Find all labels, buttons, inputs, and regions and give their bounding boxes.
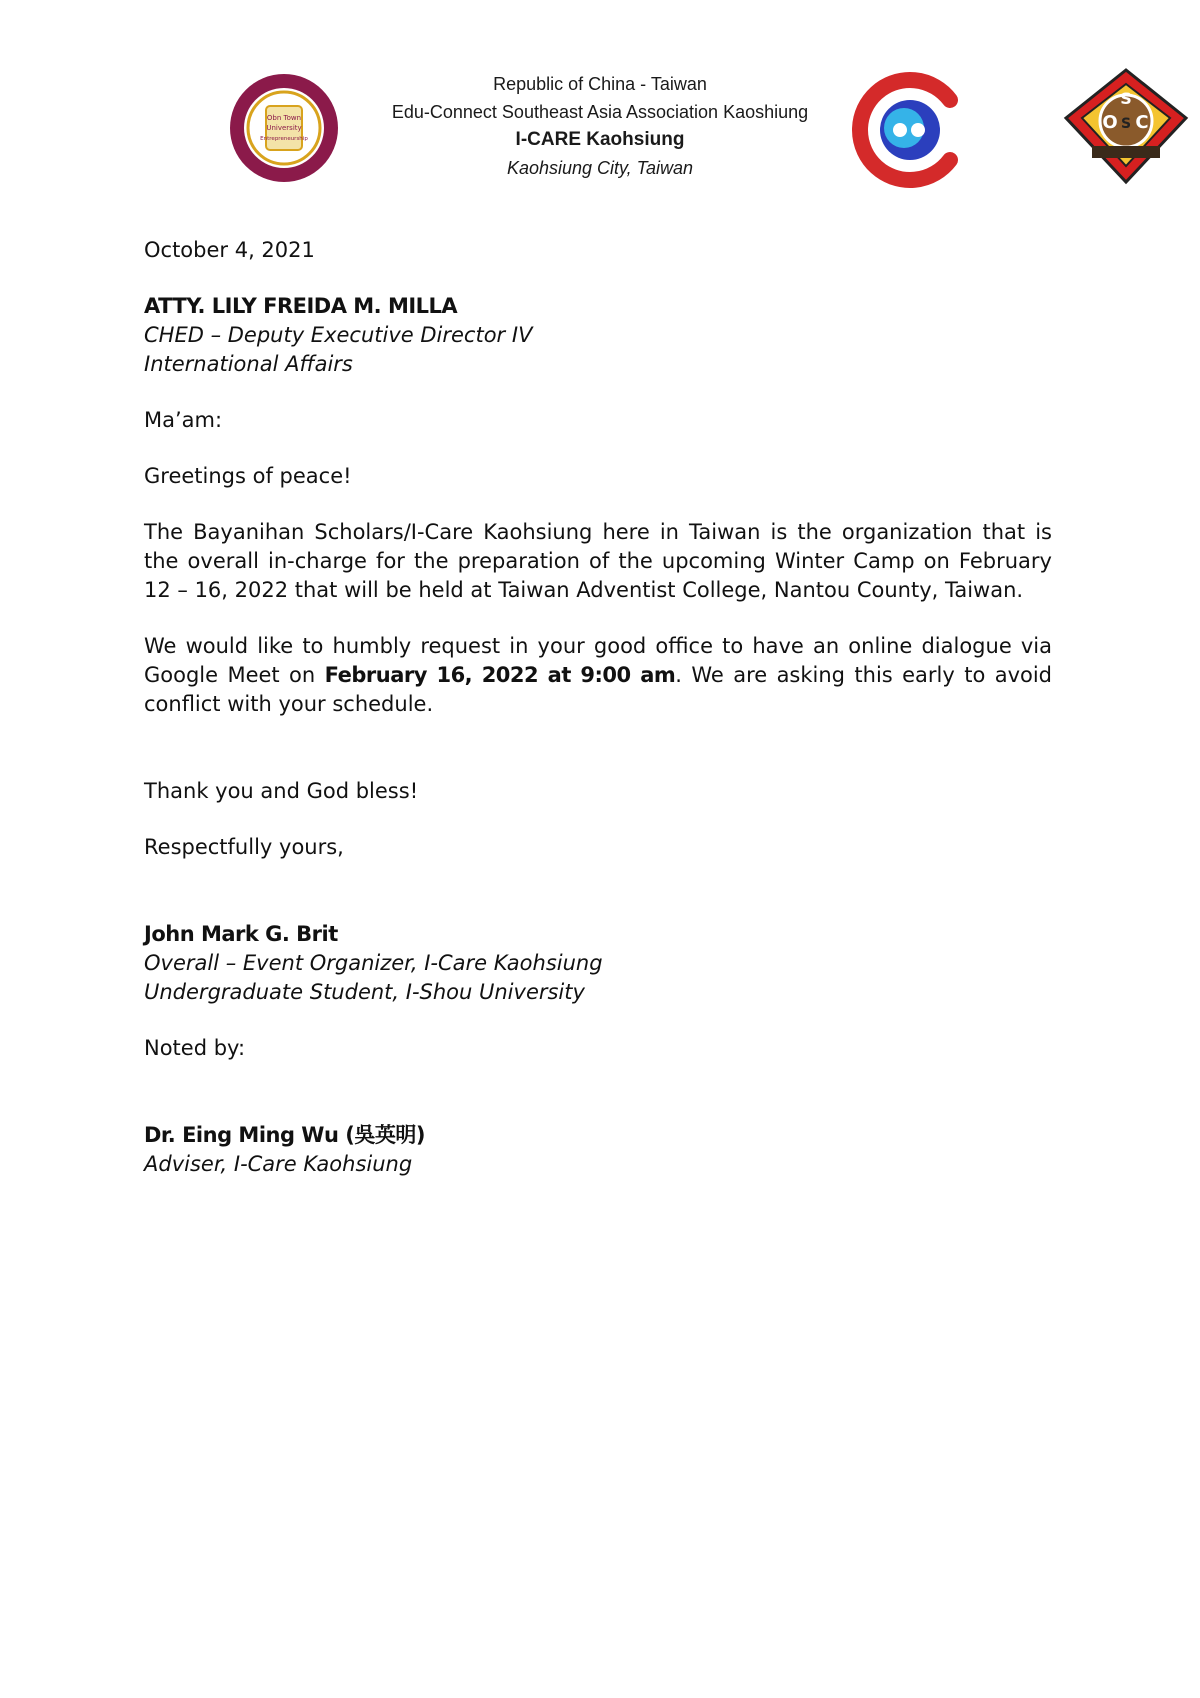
signer-title-1: Overall – Event Organizer, I-Care Kaohsiung bbox=[144, 951, 603, 975]
badge-letter-right: C bbox=[1135, 112, 1149, 133]
recipient-department: International Affairs bbox=[144, 352, 353, 376]
adviser-title: Adviser, I-Care Kaohsiung bbox=[144, 1152, 413, 1176]
salutation: Ma’am: bbox=[144, 408, 223, 432]
recipient-title: CHED – Deputy Executive Director IV bbox=[144, 323, 533, 347]
recipient-name: ATTY. LILY FREIDA M. MILLA bbox=[144, 294, 458, 318]
letterhead-text bbox=[360, 70, 840, 182]
badge-letter-top: S bbox=[1120, 89, 1132, 108]
country-line: Republic of China - Taiwan bbox=[493, 74, 707, 94]
paragraph-2-end: . We are asking this early to avoid conflict with your schedule. bbox=[144, 663, 1053, 716]
organization-name: I-CARE Kaohsiung bbox=[515, 129, 685, 150]
soc-badge-logo bbox=[1062, 66, 1190, 186]
thanks-line: Thank you and God bless! bbox=[144, 779, 419, 803]
city-line: Kaohsiung City, Taiwan bbox=[506, 158, 694, 178]
paragraph-1: The Bayanihan Scholars/I-Care Kaohsiung here in Taiwan is the organization that is the overall in-charge for the preparation of the upcoming Winter Camp on February 12 – 16, 2022 that will be held at Taiwan Adventist College, Nantou County, Taiwan. bbox=[144, 520, 1052, 602]
i-care-logo bbox=[852, 70, 972, 190]
noted-by-label: Noted by: bbox=[144, 1036, 246, 1060]
adviser-name: Dr. Eing Ming Wu (吳英明) bbox=[144, 1123, 425, 1147]
paragraph-2 bbox=[144, 632, 1052, 719]
greeting: Greetings of peace! bbox=[144, 464, 352, 488]
seal-text-3: Entrepreneurship bbox=[260, 136, 308, 142]
university-seal-logo bbox=[228, 72, 340, 184]
signer-title-2: Undergraduate Student, I-Shou University bbox=[144, 980, 585, 1004]
badge-letter-left: O bbox=[1102, 112, 1118, 133]
signer-name: John Mark G. Brit bbox=[144, 922, 338, 946]
closing-line: Respectfully yours, bbox=[144, 835, 344, 859]
association-line: Edu-Connect Southeast Asia Association Kaoshiung bbox=[391, 102, 809, 122]
badge-letter-center: S bbox=[1120, 116, 1132, 132]
meeting-datetime: February 16, 2022 at 9:00 am bbox=[324, 663, 676, 687]
seal-text-2: University bbox=[266, 124, 302, 132]
letter-body bbox=[144, 236, 1052, 1179]
letterhead bbox=[0, 60, 1200, 200]
paragraph-2-start: We would like to humbly request in your good office to have an online dialogue via Google Meet on bbox=[144, 634, 1052, 687]
letter-date: October 4, 2021 bbox=[144, 238, 315, 262]
seal-text-1: Obn Town bbox=[266, 114, 302, 122]
